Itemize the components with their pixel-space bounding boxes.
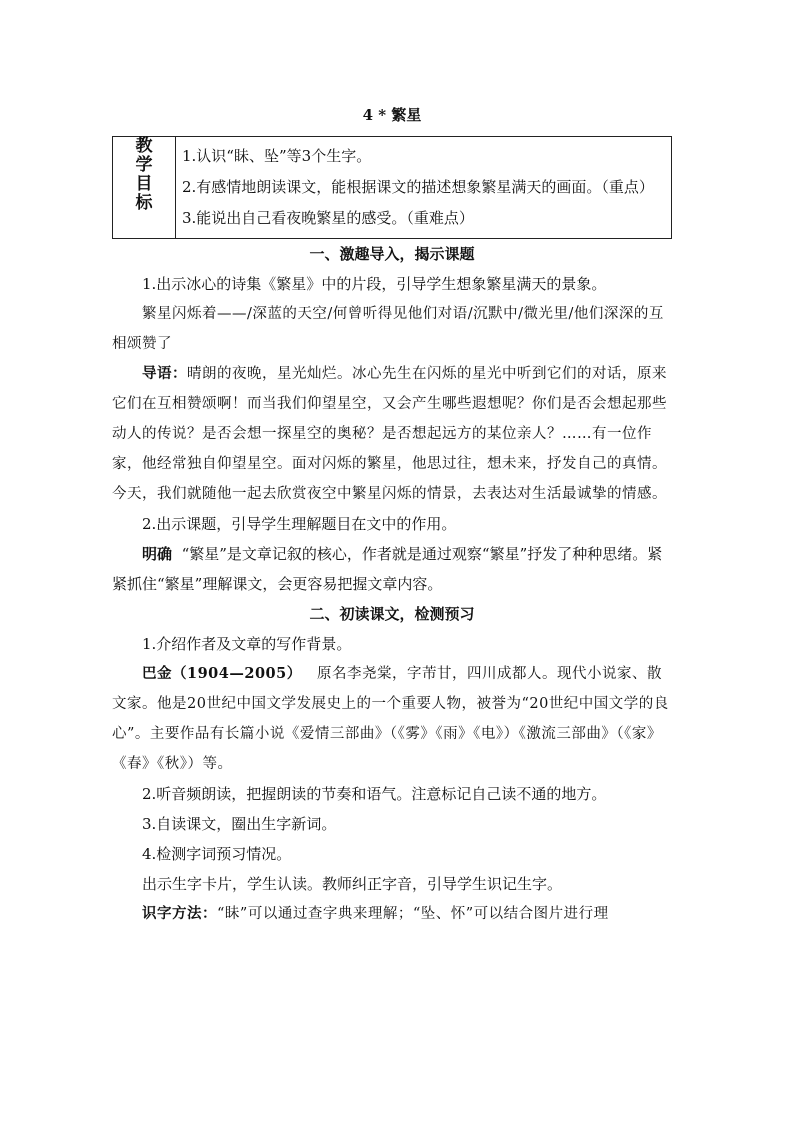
goals-label: 教学目标 [135, 136, 153, 213]
card-text: 出示生字卡片，学生认读。教师纠正字音，引导学生识记生字。 [142, 875, 563, 893]
goal-item: 3.能说出自己看夜晚繁星的感受。（重难点） [182, 209, 474, 227]
step-text: 3.自读课文，圈出生字新词。 [142, 815, 337, 833]
step-text: 4.检测字词预习情况。 [142, 845, 292, 863]
section-heading: 二、初读课文，检测预习 [309, 605, 475, 623]
method-paragraph [112, 899, 672, 929]
method-text: “眛”可以通过查字典来理解；“坠、怀”可以结合图片进行理 [217, 906, 609, 922]
document-page [112, 100, 672, 929]
step-text: 1.出示冰心的诗集《繁星》中的片段，引导学生想象繁星满天的景象。 [142, 275, 607, 293]
step-text: 2.出示课题，引导学生理解题目在文中的作用。 [142, 515, 457, 533]
poem-excerpt: 繁星闪烁着——/深蓝的天空/何曾听得见他们对语/沉默中/微光里/他们深深的互相颂赞了 [112, 306, 664, 352]
author-label: 巴金（1904—2005） [142, 665, 302, 682]
step-text: 1.介绍作者及文章的写作背景。 [142, 635, 352, 653]
clarify-text: “繁星”是文章记叙的核心，作者就是通过观察“繁星”抒发了种种思绪。紧紧抓住“繁星”理解课文，会更容易把握文章内容。 [112, 545, 663, 593]
section-heading: 一、激趣导入，揭示课题 [309, 245, 475, 263]
author-text: 原名李尧棠，字芾甘，四川成都人。现代小说家、散文家。他是20世纪中国文学发展史上的一个重要人物，被誉为“20世纪中国文学的良心”。主要作品有长篇小说《爱情三部曲》（《雾》《雨》《电》）《激流三部曲》（《家》《春》《秋》）等。 [112, 666, 669, 772]
goal-item: 1.认识“眛、坠”等3个生字。 [182, 147, 372, 165]
goal-item: 2.有感情地朗读课文，能根据课文的描述想象繁星满天的画面。（重点） [182, 178, 654, 196]
author-paragraph [112, 659, 672, 779]
intro-label: 导语： [142, 365, 187, 382]
lesson-title: 4 * 繁星 [362, 106, 422, 124]
intro-text: 晴朗的夜晚，星光灿烂。冰心先生在闪烁的星光中听到它们的对话，原来它们在互相赞颂啊！而当我们仰望星空，又会产生哪些遐想呢？你们是否会想起那些动人的传说？是否会想一探星空的奥秘？是否想起远方的某位亲人？……有一位作家，他经常独自仰望星空。面对闪烁的繁星，他思过往，想未来，抒发自己的真情。今天，我们就随他一起去欣赏夜空中繁星闪烁的情景，去表达对生活最诚挚的情感。 [112, 366, 667, 502]
method-label: 识字方法： [142, 905, 217, 922]
intro-paragraph [112, 359, 672, 509]
goals-content-cell [176, 137, 672, 239]
teaching-goals-table [112, 136, 672, 239]
goals-label-cell [113, 137, 176, 239]
clarify-paragraph [112, 539, 672, 599]
step-text: 2.听音频朗读，把握朗读的节奏和语气。注意标记自己读不通的地方。 [142, 785, 607, 803]
clarify-label: 明确 [142, 545, 173, 563]
